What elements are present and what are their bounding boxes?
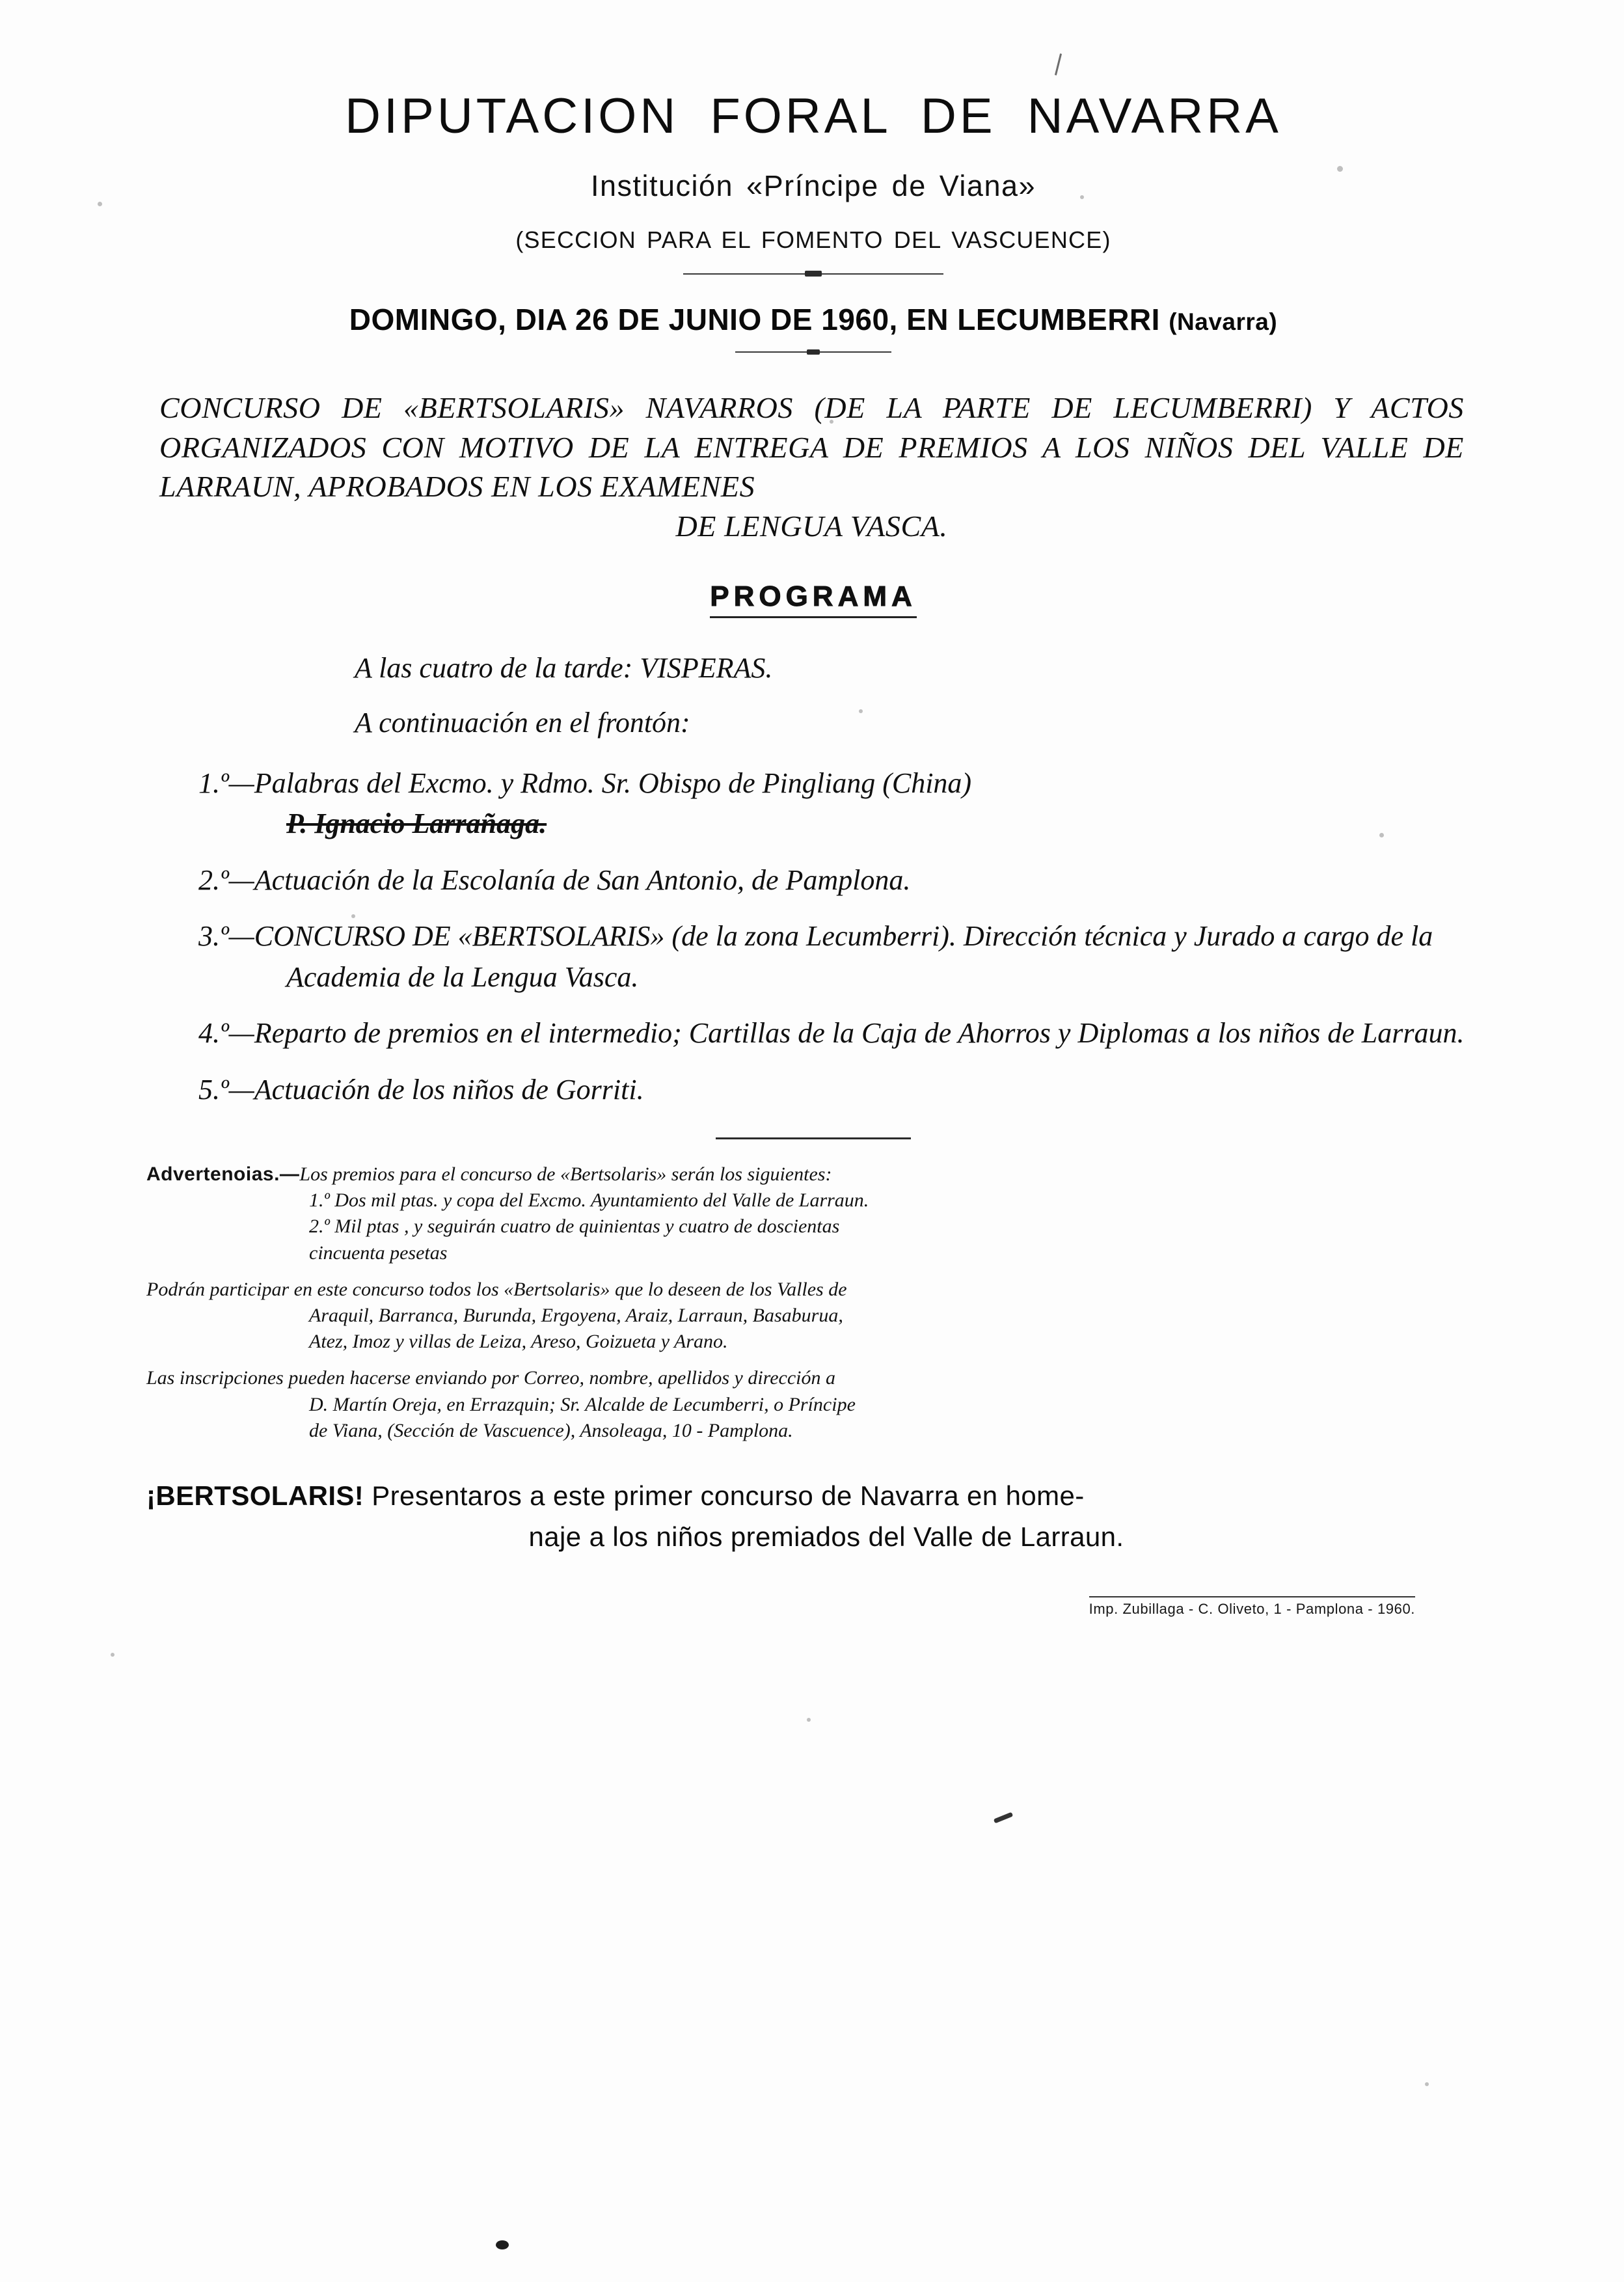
program-item-number: 3.º— <box>198 920 254 953</box>
program-item <box>198 1013 1467 1053</box>
notes-prize-second: 2.º Mil ptas , y seguirán cuatro de quinientas y cuatro de doscientas <box>309 1216 840 1238</box>
scan-artifact-mark-2 <box>994 1812 1013 1824</box>
notes-prize-second-cont: cincuenta pesetas <box>309 1242 448 1264</box>
institution-name: Institución «Príncipe de Viana» <box>590 169 1036 202</box>
event-date-province: (Navarra) <box>1169 308 1278 335</box>
program-intro-vespers: A las cuatro de la tarde: VISPERAS. <box>355 651 773 684</box>
program-item-text: Reparto de premios en el intermedio; Cartillas de la Caja de Ahorros y Diplomas a los niños de Larraun. <box>254 1017 1465 1050</box>
printer-imprint: Imp. Zubillaga - C. Oliveto, 1 - Pamplona - 1960. <box>1089 1596 1415 1618</box>
program-item <box>198 763 1467 845</box>
imprint-wrap <box>140 1596 1487 1618</box>
scan-speck <box>111 1653 115 1657</box>
section-name: (SECCION PARA EL FOMENTO DEL VASCUENCE) <box>515 226 1111 253</box>
notes-registration-line-2: D. Martín Oreja, en Errazquin; Sr. Alcalde de Lecumberri, o Príncipe <box>309 1393 856 1415</box>
scan-speck <box>807 1718 811 1722</box>
notes-section <box>140 1161 1487 1444</box>
programa-heading: PROGRAMA <box>710 580 917 618</box>
program-item-number: 1.º— <box>198 767 254 799</box>
event-date-line <box>140 302 1487 337</box>
call-to-action-bold: ¡BERTSOLARIS! <box>146 1480 364 1511</box>
program-item-number: 4.º— <box>198 1017 254 1050</box>
program-item-text: Palabras del Excmo. y Rdmo. Sr. Obispo de Pingliang (China) <box>254 767 972 799</box>
program-item-text: Actuación de los niños de Gorriti. <box>254 1073 644 1106</box>
divider-rule-second <box>735 351 891 353</box>
notes-registration-line-1: Las inscripciones pueden hacerse enviando por Correo, nombre, apellidos y dirección a <box>146 1367 835 1389</box>
page-bottom-mark <box>496 2240 509 2249</box>
scan-speck <box>1425 2082 1429 2086</box>
program-item-text: CONCURSO DE «BERTSOLARIS» (de la zona Lecumberri). Dirección técnica y Jurado a cargo de la Academia de la Lengua Vasca. <box>254 920 1433 993</box>
notes-intro: Los premios para el concurso de «Bertsolaris» serán los siguientes: <box>299 1163 832 1186</box>
event-date-main: DOMINGO, DIA 26 DE JUNIO DE 1960, EN LECUMBERRI <box>349 303 1160 336</box>
program-item <box>198 1070 1467 1110</box>
contest-description-text: CONCURSO DE «BERTSOLARIS» NAVARROS (DE LA PARTE DE LECUMBERRI) Y ACTOS ORGANIZADOS CON MOTIVO DE LA ENTREGA DE PREMIOS A LOS NIÑOS DEL VALLE DE LARRAUN, APROBADOS EN LOS EXAMENES <box>159 391 1464 504</box>
contest-description-last-line: DE LENGUA VASCA. <box>675 509 948 543</box>
notes-participation-line-1: Podrán participar en este concurso todos los «Bertsolaris» que lo deseen de los Valles de <box>146 1278 847 1300</box>
programa-heading-wrap <box>140 580 1487 618</box>
program-item-number: 5.º— <box>198 1073 254 1106</box>
program-item <box>198 860 1467 901</box>
notes-participation-line-2: Araquil, Barranca, Burunda, Ergoyena, Araiz, Larraun, Basaburua, <box>309 1305 843 1327</box>
program-item-struck-text: P. Ignacio Larrañaga. <box>286 808 547 840</box>
divider-rule-notes <box>716 1137 911 1139</box>
scan-speck <box>98 202 102 206</box>
contest-description <box>140 388 1487 547</box>
program-item-text: Actuación de la Escolanía de San Antonio, de Pamplona. <box>254 863 911 896</box>
program-item <box>198 916 1467 998</box>
program-body <box>140 648 1487 1110</box>
notes-participation-line-3: Atez, Imoz y villas de Leiza, Areso, Goizueta y Arano. <box>309 1331 728 1353</box>
program-intro-fronton: A continuación en el frontón: <box>355 707 690 739</box>
notes-label: Advertenoias.— <box>146 1163 300 1186</box>
divider-rule-top <box>683 273 943 275</box>
call-to-action-line-2: naje a los niños premiados del Valle de Larraun. <box>528 1521 1124 1552</box>
call-to-action-text: Presentaros a este primer concurso de Navarra en home- <box>364 1480 1085 1511</box>
document-content <box>140 59 1487 1618</box>
notes-registration-line-3: de Viana, (Sección de Vascuence), Ansoleaga, 10 - Pamplona. <box>309 1419 793 1441</box>
organization-title: DIPUTACION FORAL DE NAVARRA <box>345 88 1282 144</box>
call-to-action <box>140 1475 1487 1557</box>
notes-prize-first: 1.º Dos mil ptas. y copa del Excmo. Ayuntamiento del Valle de Larraun. <box>309 1189 869 1212</box>
program-item-number: 2.º— <box>198 863 254 896</box>
